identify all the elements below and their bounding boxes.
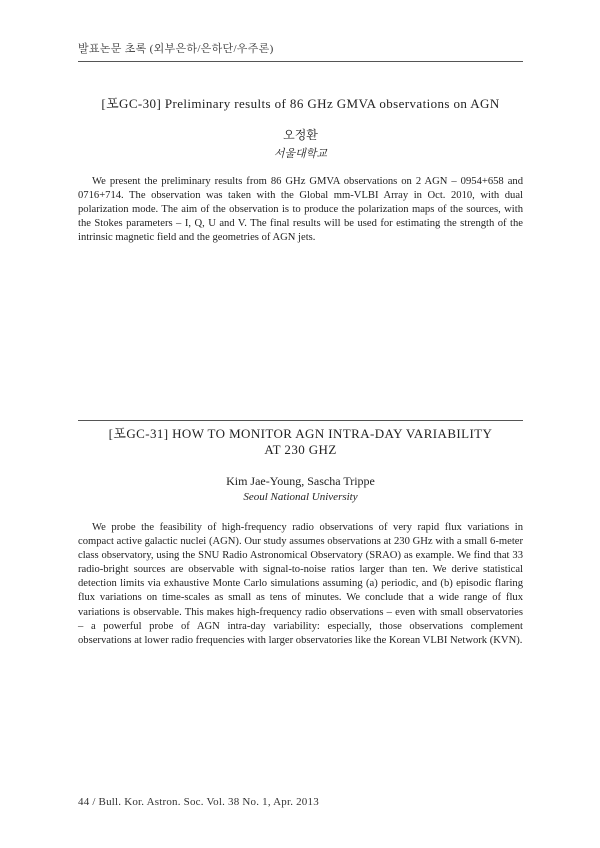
abstract-title-line: AT 230 GHZ [264, 442, 337, 457]
abstract-gc31 [78, 426, 523, 648]
abstract-title [78, 96, 523, 112]
abstract-affiliation: Seoul National University [243, 491, 358, 503]
section-divider [78, 420, 523, 421]
page-footer: 44 / Bull. Kor. Astron. Soc. Vol. 38 No. 1, Apr. 2013 [78, 796, 319, 808]
abstract-title-line: [포GC-31] HOW TO MONITOR AGN INTRA-DAY VARIABILITY [108, 426, 493, 441]
running-header: 발표논문 초록 (외부은하/은하단/우주론) [78, 40, 523, 62]
abstract-author: Kim Jae-Young, Sascha Trippe [226, 474, 375, 488]
abstract-author: 오정환 [283, 128, 318, 142]
abstract-body: We present the preliminary results from 86 GHz GMVA observations on 2 AGN – 0954+658 and 0716+714. The observation was taken with the Global mm-VLBI Array in Oct. 2010, with dual polarization mode. The aim of the observation is to produce the polarization maps of the sources, with the Stokes parameters – I, Q, U and V. The final results will be used for estimating the strength of the intrinsic magnetic field and the geometries of AGN jets. [78, 176, 523, 244]
abstract-title-line: [포GC-30] Preliminary results of 86 GHz GMVA observations on AGN [101, 96, 500, 111]
abstract-affiliation: 서울대학교 [273, 148, 328, 160]
abstract-body: We probe the feasibility of high-frequency radio observations of very rapid flux variations in compact active galactic nuclei (AGN). Our study assumes observations at 230 GHz with a small 6-meter class observatory, using the SNU Radio Astronomical Observatory (SRAO) as example. We find that 33 radio-bright sources are observable with signal-to-noise ratios larger than ten. We derive statistical detection limits via exhaustive Monte Carlo simulations assuming (a) periodic, and (b) episodic flaring flux variations on time-scales as small as tens of minutes. We conclude that a wide range of flux variations is observable. This makes high-frequency radio observations – even with small observatories – a powerful probe of AGN intra-day variability: especially, those observations complement observations at lower radio frequencies with larger observatories like the Korean VLBI Network (KVN). [78, 522, 523, 646]
abstract-title [78, 426, 523, 458]
abstract-gc30 [78, 96, 523, 245]
